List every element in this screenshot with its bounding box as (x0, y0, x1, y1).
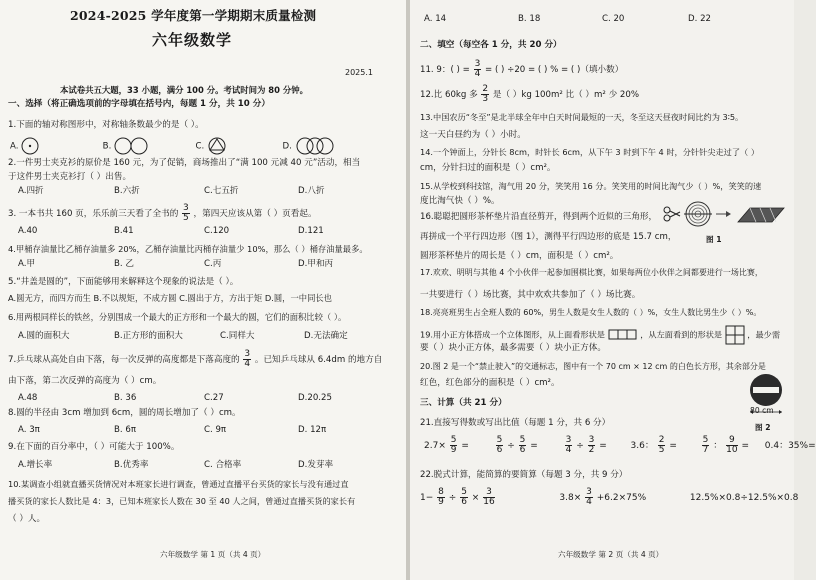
q21-fraction: $\frac{2}{5}$ (658, 435, 665, 455)
q2-option-a[interactable]: A.四折 (18, 186, 44, 196)
q9-option-d[interactable]: D.发芽率 (298, 460, 334, 470)
q22-fraction: $\frac{3}{4}$ (586, 487, 592, 507)
q21-equals: = (669, 441, 677, 451)
figure-1-cut-coaster (662, 200, 786, 232)
q6-option-d[interactable]: D.无法确定 (304, 331, 348, 341)
q3-numerator: 3 (183, 203, 189, 213)
carryover-option-a[interactable]: A. 14 (424, 14, 447, 24)
figure-2-dimension: 80 cm (750, 406, 774, 415)
q21-equals: = (461, 441, 469, 451)
q7-option-c[interactable]: C.27 (204, 393, 224, 403)
question-9: 9.在下面的百分率中，（ ）可能大于 100%。 (8, 442, 180, 452)
page-2-footer: 六年级数学 第 2 页（共 4 页） (558, 550, 664, 559)
q21-fraction: $\frac{9}{10}$ (726, 435, 738, 455)
question-19-text-b: ，从左面看到的形状是 (640, 329, 723, 340)
q21-equals: = (599, 441, 607, 451)
q7-option-a[interactable]: A.48 (18, 393, 38, 403)
carryover-option-d[interactable]: D. 22 (688, 14, 712, 24)
question-10-line-1: 10.某调查小组就直播买货情况对本班家长进行调查，曾通过直播平台买货的家长与没有通过直 (8, 479, 349, 489)
q2-option-c[interactable]: C.七五折 (204, 186, 239, 196)
question-3-fraction (182, 204, 190, 223)
question-21-items (424, 436, 816, 455)
q7-denominator: 4 (244, 359, 251, 369)
q3-denominator: 5 (183, 213, 189, 223)
question-22: 22.脱式计算，能简算的要简算（每题 3 分，共 9 分） (420, 470, 628, 480)
question-2-line-1: 2.一件男士夹克衫的原价是 160 元，为了促销，商场推出了“满 100 元减 40 元”活动，相当 (8, 158, 361, 168)
question-5: 5.“井盖是圆的”，下面能够用来解释这个现象的说法是（ ）。 (8, 277, 239, 287)
question-11-text-a: 11. 9：( ) = (420, 65, 473, 75)
q12-denominator: 3 (482, 94, 489, 104)
q22-operator: × (471, 493, 480, 503)
q6-option-b[interactable]: B.正方形的面积大 (114, 331, 183, 341)
q8-option-a[interactable]: A. 3π (18, 425, 40, 435)
question-12-text-a: 12.比 60kg 多 (420, 90, 478, 100)
q21-fraction: $\frac{5}{9}$ (450, 435, 457, 455)
q22-fraction: $\frac{5}{6}$ (461, 487, 467, 507)
parallelogram-icon (738, 208, 784, 222)
q7-option-b[interactable]: B. 36 (114, 393, 137, 403)
question-10-line-2: 播买货的家长人数比是 4：3，已知本班家长人数在 30 至 40 人之间，曾通过直播买货的家长有 (8, 496, 356, 506)
q2-option-d[interactable]: D.八折 (298, 186, 325, 196)
q22-item-text: 12.5%×0.8÷12.5%×0.8 (689, 493, 799, 503)
exam-title: 2024-2025 学年度第一学期期末质量检测 (70, 8, 317, 23)
question-7-fraction (243, 350, 251, 369)
q21-fraction: $\frac{3}{4}$ (565, 435, 572, 455)
q12-numerator: 2 (482, 84, 489, 94)
q4-option-a[interactable]: A.甲 (18, 259, 36, 269)
q21-item-text: 0.4：35%= (764, 441, 816, 451)
question-13-line-1: 13.中国农历“冬至”是北半球全年中白天时间最短的一天，冬至这天昼夜时间比约为 3∶5。 (420, 112, 744, 122)
question-19-text-a: 19.用小正方体搭成一个立体图形，从上面看形状是 (420, 329, 605, 340)
q7-option-d[interactable]: D.20.25 (298, 393, 332, 403)
question-17-line-2: 一共要进行（ ）场比赛，其中欢欢共参加了（ ）场比赛。 (420, 290, 641, 300)
question-16-line-1: 16.聪聪把圆形茶杯垫片沿直径剪开，得到两个近似的三角形， (420, 212, 658, 222)
q21-fraction: $\frac{5}{6}$ (496, 435, 503, 455)
question-3 (8, 204, 317, 223)
q9-option-b[interactable]: B.优秀率 (114, 460, 149, 470)
question-15-line-1: 15.从学校到科技馆，淘气用 20 分，笑笑用 16 分。笑笑用的时间比淘气少（ ）%，笑笑的速 (420, 181, 762, 191)
question-2-line-2: 于这件男士夹克衫打（ ）出售。 (8, 172, 132, 182)
question-15-line-2: 度比淘气快（ ）%。 (420, 196, 500, 206)
question-21: 21.直接写得数或写出比值（每题 1 分，共 6 分） (420, 418, 611, 428)
exam-date: 2025.1 (345, 68, 373, 77)
left-view-shape-icon (725, 325, 745, 345)
question-18: 18.亮亮班男生占全班人数的 60%，男生人数是女生人数的（ ）%，女生人数比男生少（ ）%。 (420, 308, 762, 317)
question-19-text-c: ，最少需 (747, 329, 781, 340)
section-calc-heading: 三、计算（共 21 分） (420, 398, 507, 408)
question-12 (420, 85, 639, 104)
question-19-line-1 (420, 325, 780, 345)
question-12-text-b: 是（ ）kg 100m² 比（ ）m² 少 20% (492, 90, 640, 100)
question-7-line-1 (8, 350, 382, 369)
question-4: 4.甲桶存油量比乙桶存油量多 20%，乙桶存油量比丙桶存油量少 10%，那么（ ）桶存油量最多。 (8, 244, 368, 254)
q1-option-a[interactable]: A. (10, 141, 19, 152)
q3-option-c[interactable]: C.120 (204, 226, 230, 236)
question-3-text-a: 3. 一本书共 160 页，乐乐前三天看了全书的 (8, 209, 179, 219)
q21-fraction: $\frac{5}{7}$ (702, 435, 709, 455)
q22-item-text: 3.8× (559, 493, 582, 503)
q6-option-a[interactable]: A.圆的面积大 (18, 331, 70, 341)
q1-option-d[interactable]: D. (282, 141, 292, 152)
question-8: 8.圆的半径由 3cm 增加到 6cm，圆的周长增加了（ ）cm。 (8, 408, 241, 418)
q8-option-d[interactable]: D. 12π (298, 425, 327, 435)
question-7-text-a: 7.乒乓球从高处自由下落，每一次反弹的高度都是下落高度的 (8, 355, 240, 365)
question-12-fraction (481, 85, 489, 104)
question-10-line-3: （ ）人。 (8, 514, 46, 524)
q11-denominator: 4 (474, 69, 481, 79)
q21-fraction: $\frac{3}{2}$ (588, 435, 595, 455)
question-17-line-1: 17.欢欢、明明与其他 4 个小伙伴一起参加围棋比赛，如果每两位小伙伴之间都要进行一场比赛， (420, 268, 763, 277)
q8-option-c[interactable]: C. 9π (204, 425, 227, 435)
q9-option-c[interactable]: C. 合格率 (204, 460, 242, 470)
q3-option-a[interactable]: A.40 (18, 226, 38, 236)
q11-numerator: 3 (474, 59, 481, 69)
question-19-line-2: 要（ ）块小正方体，最多需要（ ）块小正方体。 (420, 343, 606, 353)
two-circles-icon (114, 137, 148, 155)
q22-operator: ÷ (448, 493, 457, 503)
q21-operator: ： (713, 441, 723, 451)
carryover-option-b[interactable]: B. 18 (518, 14, 541, 24)
q21-fraction: $\frac{5}{6}$ (519, 435, 526, 455)
exam-page-1 (0, 0, 406, 580)
question-1: 1.下面的轴对称图形中，对称轴条数最少的是（ ）。 (8, 120, 204, 130)
arrow-right-icon (716, 211, 731, 217)
coaster-circle-icon (684, 202, 712, 226)
q21-operator: ÷ (576, 441, 584, 451)
q21-operator: ÷ (507, 441, 515, 451)
question-3-text-b: ，第四天应该从第（ ）页看起。 (193, 209, 317, 219)
exam-note: 本试卷共五大题，33 小题，满分 100 分。考试时间为 80 分钟。 (60, 85, 308, 95)
question-11-fraction (474, 60, 482, 79)
three-circles-icon (295, 137, 335, 155)
question-22-items (420, 488, 798, 507)
question-7-text-b: 。已知乒乓球从 6.4dm 的地方自 (254, 355, 383, 365)
q1-option-b[interactable]: B. (102, 141, 112, 152)
question-11 (420, 60, 623, 79)
q7-numerator: 3 (244, 349, 251, 359)
exam-subtitle: 六年级数学 (152, 31, 233, 49)
q22-item-text: 1− (420, 493, 434, 503)
q6-option-c[interactable]: C.同样大 (220, 331, 255, 341)
question-16-line-3: 圆形茶杯垫片的周长是（ ）cm，面积是（ ）cm²。 (420, 251, 619, 261)
q22-fraction: $\frac{8}{9}$ (438, 487, 444, 507)
figure-1-caption: 图 1 (706, 235, 722, 244)
q4-option-c[interactable]: C.丙 (204, 259, 222, 269)
q1-option-c[interactable]: C. (195, 141, 205, 152)
q8-option-b[interactable]: B. 6π (114, 425, 137, 435)
question-13-line-2: 这一天白昼约为（ ）小时。 (420, 130, 526, 140)
question-14-line-1: 14.一个钟面上，分针长 8cm，时针长 6cm，从下午 3 时到下午 4 时，分针针尖走过了（ ） (420, 147, 760, 157)
section-fill-heading: 二、填空（每空各 1 分，共 20 分） (420, 40, 562, 50)
question-14-line-2: cm，分针扫过的面积是（ ）cm²。 (420, 163, 556, 173)
q21-item-text: 3.6： (630, 441, 654, 451)
q22-fraction: $\frac{3}{16}$ (483, 487, 495, 507)
section-choice-heading: 一、选择（将正确选项前的字母填在括号内，每题 1 分，共 10 分） (8, 99, 270, 109)
q21-equals: = (741, 441, 749, 451)
q4-option-b[interactable]: B. 乙 (114, 259, 134, 269)
q9-option-a[interactable]: A.增长率 (18, 460, 53, 470)
question-20-line-2: 红色，红色部分的面积是（ ）cm²。 (420, 378, 560, 388)
top-view-shape-icon (608, 329, 638, 341)
question-16-line-2: 再拼成一个平行四边形（图 1），测得平行四边形的底是 15.7 cm， (420, 232, 677, 242)
question-5-options[interactable]: A.圆无方，而四方而生 B.不以规矩，不成方圆 C.圆出于方，方出于矩 D.圆，一中同长也 (8, 293, 332, 303)
question-6: 6.用两根同样长的铁丝，分别围成一个最大的正方形和一个最大的圆，它们的面积比较（ ）。 (8, 312, 347, 322)
q4-option-d[interactable]: D.甲和丙 (298, 259, 334, 269)
question-1-options (10, 137, 335, 155)
q2-option-b[interactable]: B.六折 (114, 186, 140, 196)
q22-item-text: +6.2×75% (596, 493, 647, 503)
carryover-option-c[interactable]: C. 20 (602, 14, 625, 24)
exam-page-2 (410, 0, 816, 580)
scissors-icon (664, 207, 680, 221)
question-7-line-2: 由下落，第二次反弹的高度为（ ）cm。 (8, 376, 162, 386)
q3-option-b[interactable]: B.41 (114, 226, 134, 236)
q3-option-d[interactable]: D.121 (298, 226, 324, 236)
circle-triangle-icon (207, 137, 227, 155)
q21-item-text: 2.7× (424, 441, 446, 451)
q21-equals: = (530, 441, 538, 451)
page-1-footer: 六年级数学 第 1 页（共 4 页） (160, 550, 266, 559)
circle-dot-icon (21, 137, 39, 155)
figure-2-caption: 图 2 (755, 423, 771, 432)
question-20-line-1: 20.图 2 是一个“禁止驶入”的交通标志，图中有一个 70 cm × 12 cm 的白色长方形，其余部分是 (420, 362, 766, 371)
question-11-text-b: = ( ) ÷20 = ( ) % = ( )（填小数） (485, 65, 624, 75)
